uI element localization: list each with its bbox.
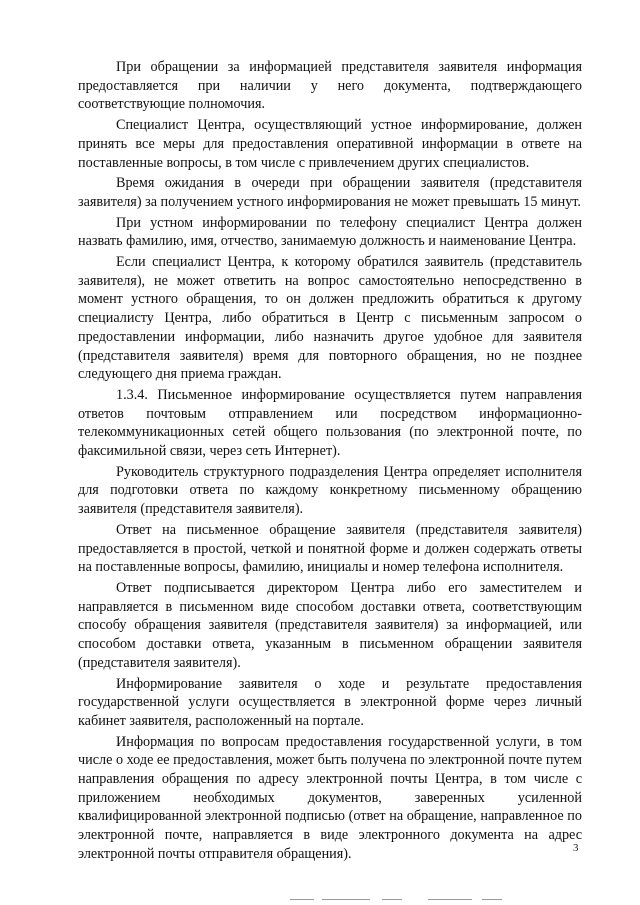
scan-artifact-lines [290,899,510,901]
paragraph-answer-signature: Ответ подписывается директором Центра либо его заместителем и направляется в письменном виде способом доставки ответа, соответствующим способу обращения заявителя (представителя заявителя) за информацией, или способом доставки ответа, указанным в письменном обращении заявителя (представителя заявителя). [78,579,582,671]
paragraph-answer-form: Ответ на письменное обращение заявителя (представителя заявителя) предоставляется в простой, четкой и понятной форме и должен содержать ответы на поставленные вопросы, фамилию, инициалы и номер телефона исполнителя. [78,521,582,576]
paragraph-waiting-time: Время ожидания в очереди при обращении заявителя (представителя заявителя) за получением устного информирования не может превышать 15 минут. [78,175,582,210]
document-body [78,58,582,866]
paragraph-phone-info: При устном информировании по телефону специалист Центра должен назвать фамилию, имя, отчество, занимаемую должность и наименование Центра. [78,214,582,250]
paragraph-electronic-progress: Информирование заявителя о ходе и результате предоставления государственной услуги осуществляется в электронной форме через личный кабинет заявителя, расположенный на портале. [78,675,582,729]
paragraph-representative-info: При обращении за информацией представителя заявителя информация предоставляется при наличии у него документа, подтверждающего соответствующие полномочия. [78,59,582,113]
paragraph-executor-assignment: Руководитель структурного подразделения Центра определяет исполнителя для подготовки ответа по каждому конкретному письменному обращению заявителя (представителя заявителя). [78,463,582,518]
scan-mark [290,899,314,900]
paragraph-unable-to-answer: Если специалист Центра, к которому обратился заявитель (представитель заявителя), не может ответить на вопрос самостоятельно непосредственно в момент устного обращения, то он должен предложить обратиться к другому специалисту Центра, либо обратиться в Центр с письменным запросом о предоставлении информации, либо назначить другое удобное для заявителя (представителя заявителя) время для повторного обращения, но не позднее следующего дня приема граждан. [78,254,582,383]
paragraph-email-info: Информация по вопросам предоставления государственной услуги, в том числе о ходе ее предоставления, может быть получена по электронной почте путем направления обращения по адресу электронной почты Центра, в том числе с приложением необходимых документов, заверенных усиленной квалифицированной электронной подписью (ответ на обращение, направленное по электронной почте, направляется в виде электронного документа на адрес электронной почты отправителя обращения). [78,733,582,862]
page-number: 3 [573,842,579,854]
scan-mark [428,899,472,900]
scan-mark [382,899,402,900]
paragraph-specialist-oral-info: Специалист Центра, осуществляющий устное информирование, должен принять все меры для предоставления оперативной информации в ответе на поставленные вопросы, в том числе с привлечением других специалистов. [78,117,582,171]
paragraph-section-1-3-4: 1.3.4. Письменное информирование осуществляется путем направления ответов почтовым отправлением или посредством информационно-телекоммуникационных сетей общего пользования (по электронной почте, по факсимильной связи, через сеть Интернет). [78,386,582,460]
scan-mark [322,899,370,900]
scan-mark [482,899,502,900]
